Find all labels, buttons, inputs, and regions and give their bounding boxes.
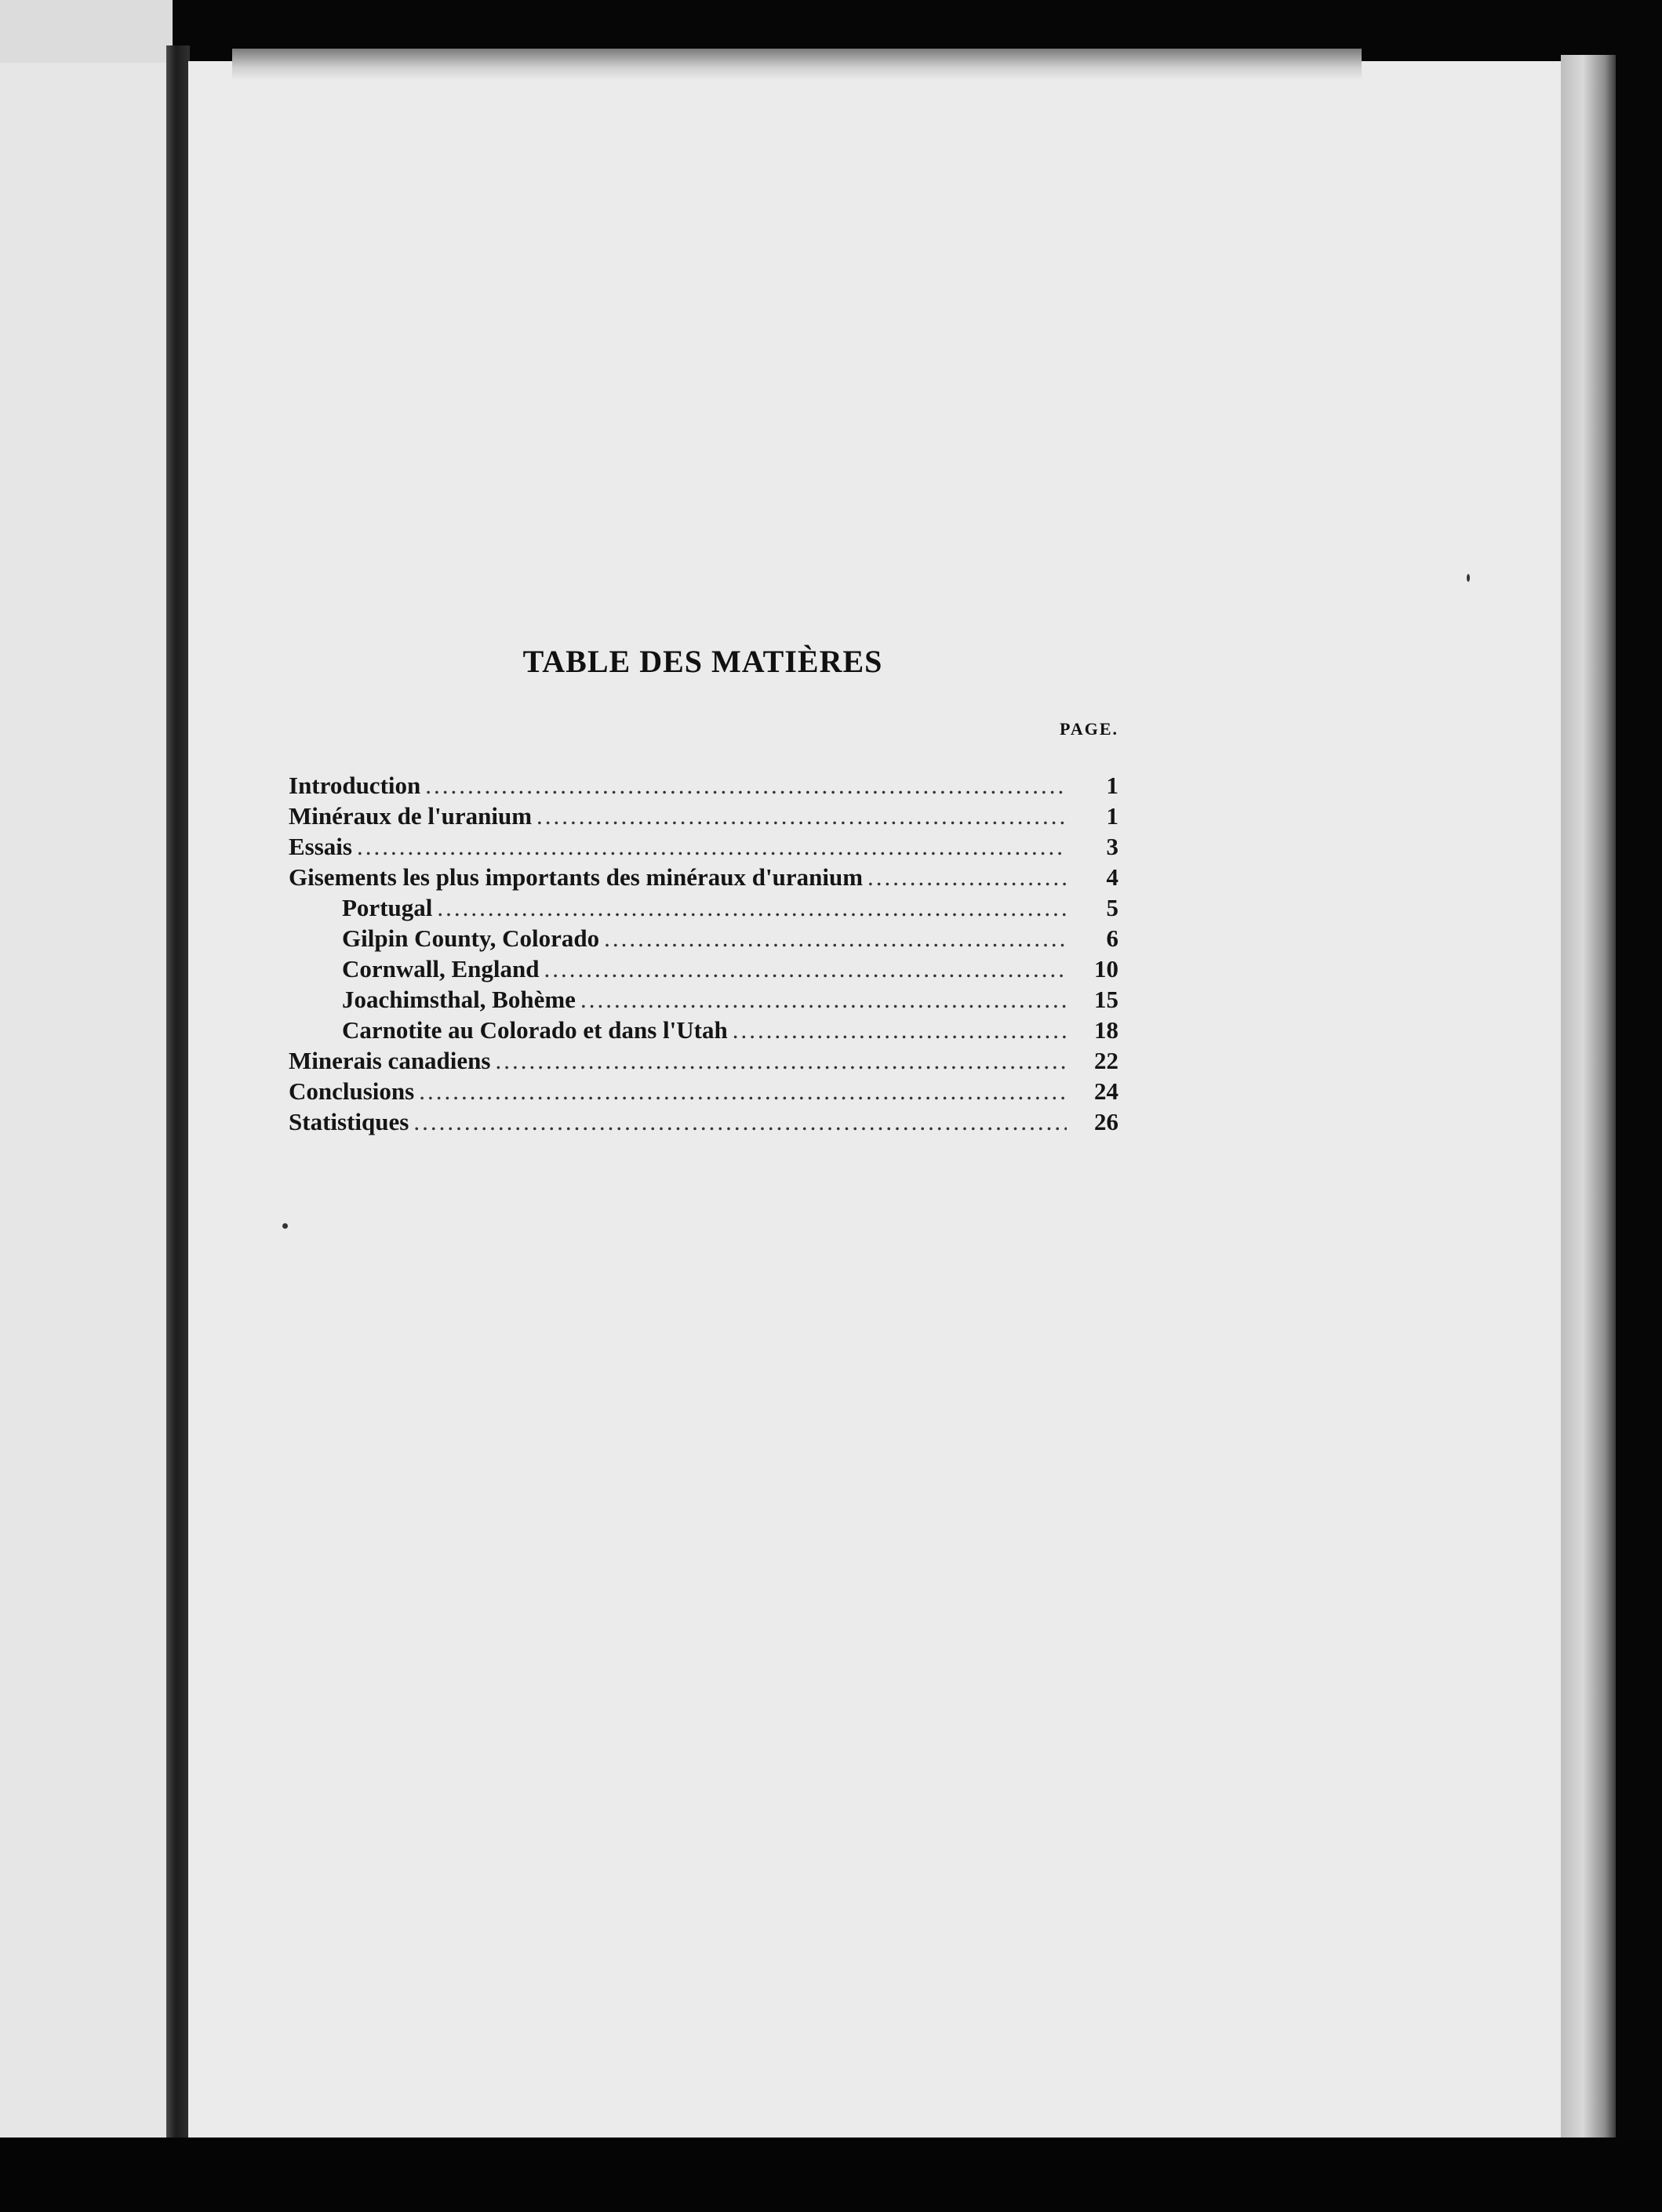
dot-leader: [580, 986, 1067, 1014]
toc-entry-minerais-canadiens: [289, 1047, 1118, 1077]
toc-entry-joachimsthal: [289, 986, 1118, 1016]
toc-list: [289, 772, 1118, 1139]
dot-leader: [495, 1047, 1067, 1075]
ink-speck: [1467, 574, 1470, 582]
dot-leader: [437, 894, 1067, 922]
toc-entry-page: 15: [1094, 986, 1118, 1013]
toc-entry-label: Gilpin County, Colorado: [342, 924, 600, 952]
dot-leader: [419, 1077, 1067, 1106]
page-top-edge: [232, 49, 1362, 80]
toc-entry-gilpin: [289, 924, 1118, 955]
toc-entry-label: Cornwall, England: [342, 955, 540, 983]
toc-entry-carnotite: [289, 1016, 1118, 1047]
toc-entry-page: 3: [1106, 833, 1118, 860]
toc-entry-page: 26: [1094, 1108, 1118, 1135]
toc-entry-label: Joachimsthal, Bohème: [342, 986, 576, 1013]
toc-entry-label: Conclusions: [289, 1077, 415, 1105]
toc-entry-page: 5: [1106, 894, 1118, 921]
toc-entry-page: 18: [1094, 1016, 1118, 1044]
dot-leader: [733, 1016, 1067, 1044]
toc-entry-label: Statistiques: [289, 1108, 409, 1135]
book-spine: [166, 45, 190, 2139]
toc-entry-label: Minerais canadiens: [289, 1047, 491, 1074]
page-column-header: PAGE.: [1060, 719, 1118, 739]
dot-leader: [544, 955, 1067, 983]
ink-speck: [282, 1223, 288, 1229]
toc-entry-page: 22: [1094, 1047, 1118, 1074]
toc-entry-label: Portugal: [342, 894, 433, 921]
toc-entry-page: 24: [1094, 1077, 1118, 1105]
dot-leader: [867, 863, 1067, 892]
scan-border-bottom: [0, 2138, 1662, 2212]
toc-entry-mineraux: [289, 802, 1118, 833]
page-right-edge: [1561, 55, 1616, 2141]
toc-entry-page: 1: [1106, 802, 1118, 830]
toc-entry-page: 4: [1106, 863, 1118, 891]
toc-entry-label: Minéraux de l'uranium: [289, 802, 533, 830]
toc-entry-label: Carnotite au Colorado et dans l'Utah: [342, 1016, 728, 1044]
toc-entry-page: 10: [1094, 955, 1118, 983]
toc-entry-label: Essais: [289, 833, 352, 860]
dot-leader: [536, 802, 1067, 830]
toc-entry-gisements: [289, 863, 1118, 894]
toc-entry-label: Introduction: [289, 772, 421, 799]
toc-entry-statistiques: [289, 1108, 1118, 1139]
dot-leader: [425, 772, 1067, 800]
toc-entry-portugal: [289, 894, 1118, 924]
toc-entry-conclusions: [289, 1077, 1118, 1108]
facing-page-fold: [0, 0, 173, 63]
dot-leader: [604, 924, 1067, 953]
dot-leader: [413, 1108, 1067, 1136]
toc-entry-label: Gisements les plus importants des minéraux d'uranium: [289, 863, 864, 891]
facing-page-edge: [0, 45, 171, 2138]
toc-entry-essais: [289, 833, 1118, 863]
dot-leader: [357, 833, 1067, 861]
toc-entry-page: 6: [1106, 924, 1118, 952]
toc-title: TABLE DES MATIÈRES: [522, 644, 883, 679]
toc-entry-cornwall: [289, 955, 1118, 986]
toc-entry-page: 1: [1106, 772, 1118, 799]
toc-entry-introduction: [289, 772, 1118, 802]
